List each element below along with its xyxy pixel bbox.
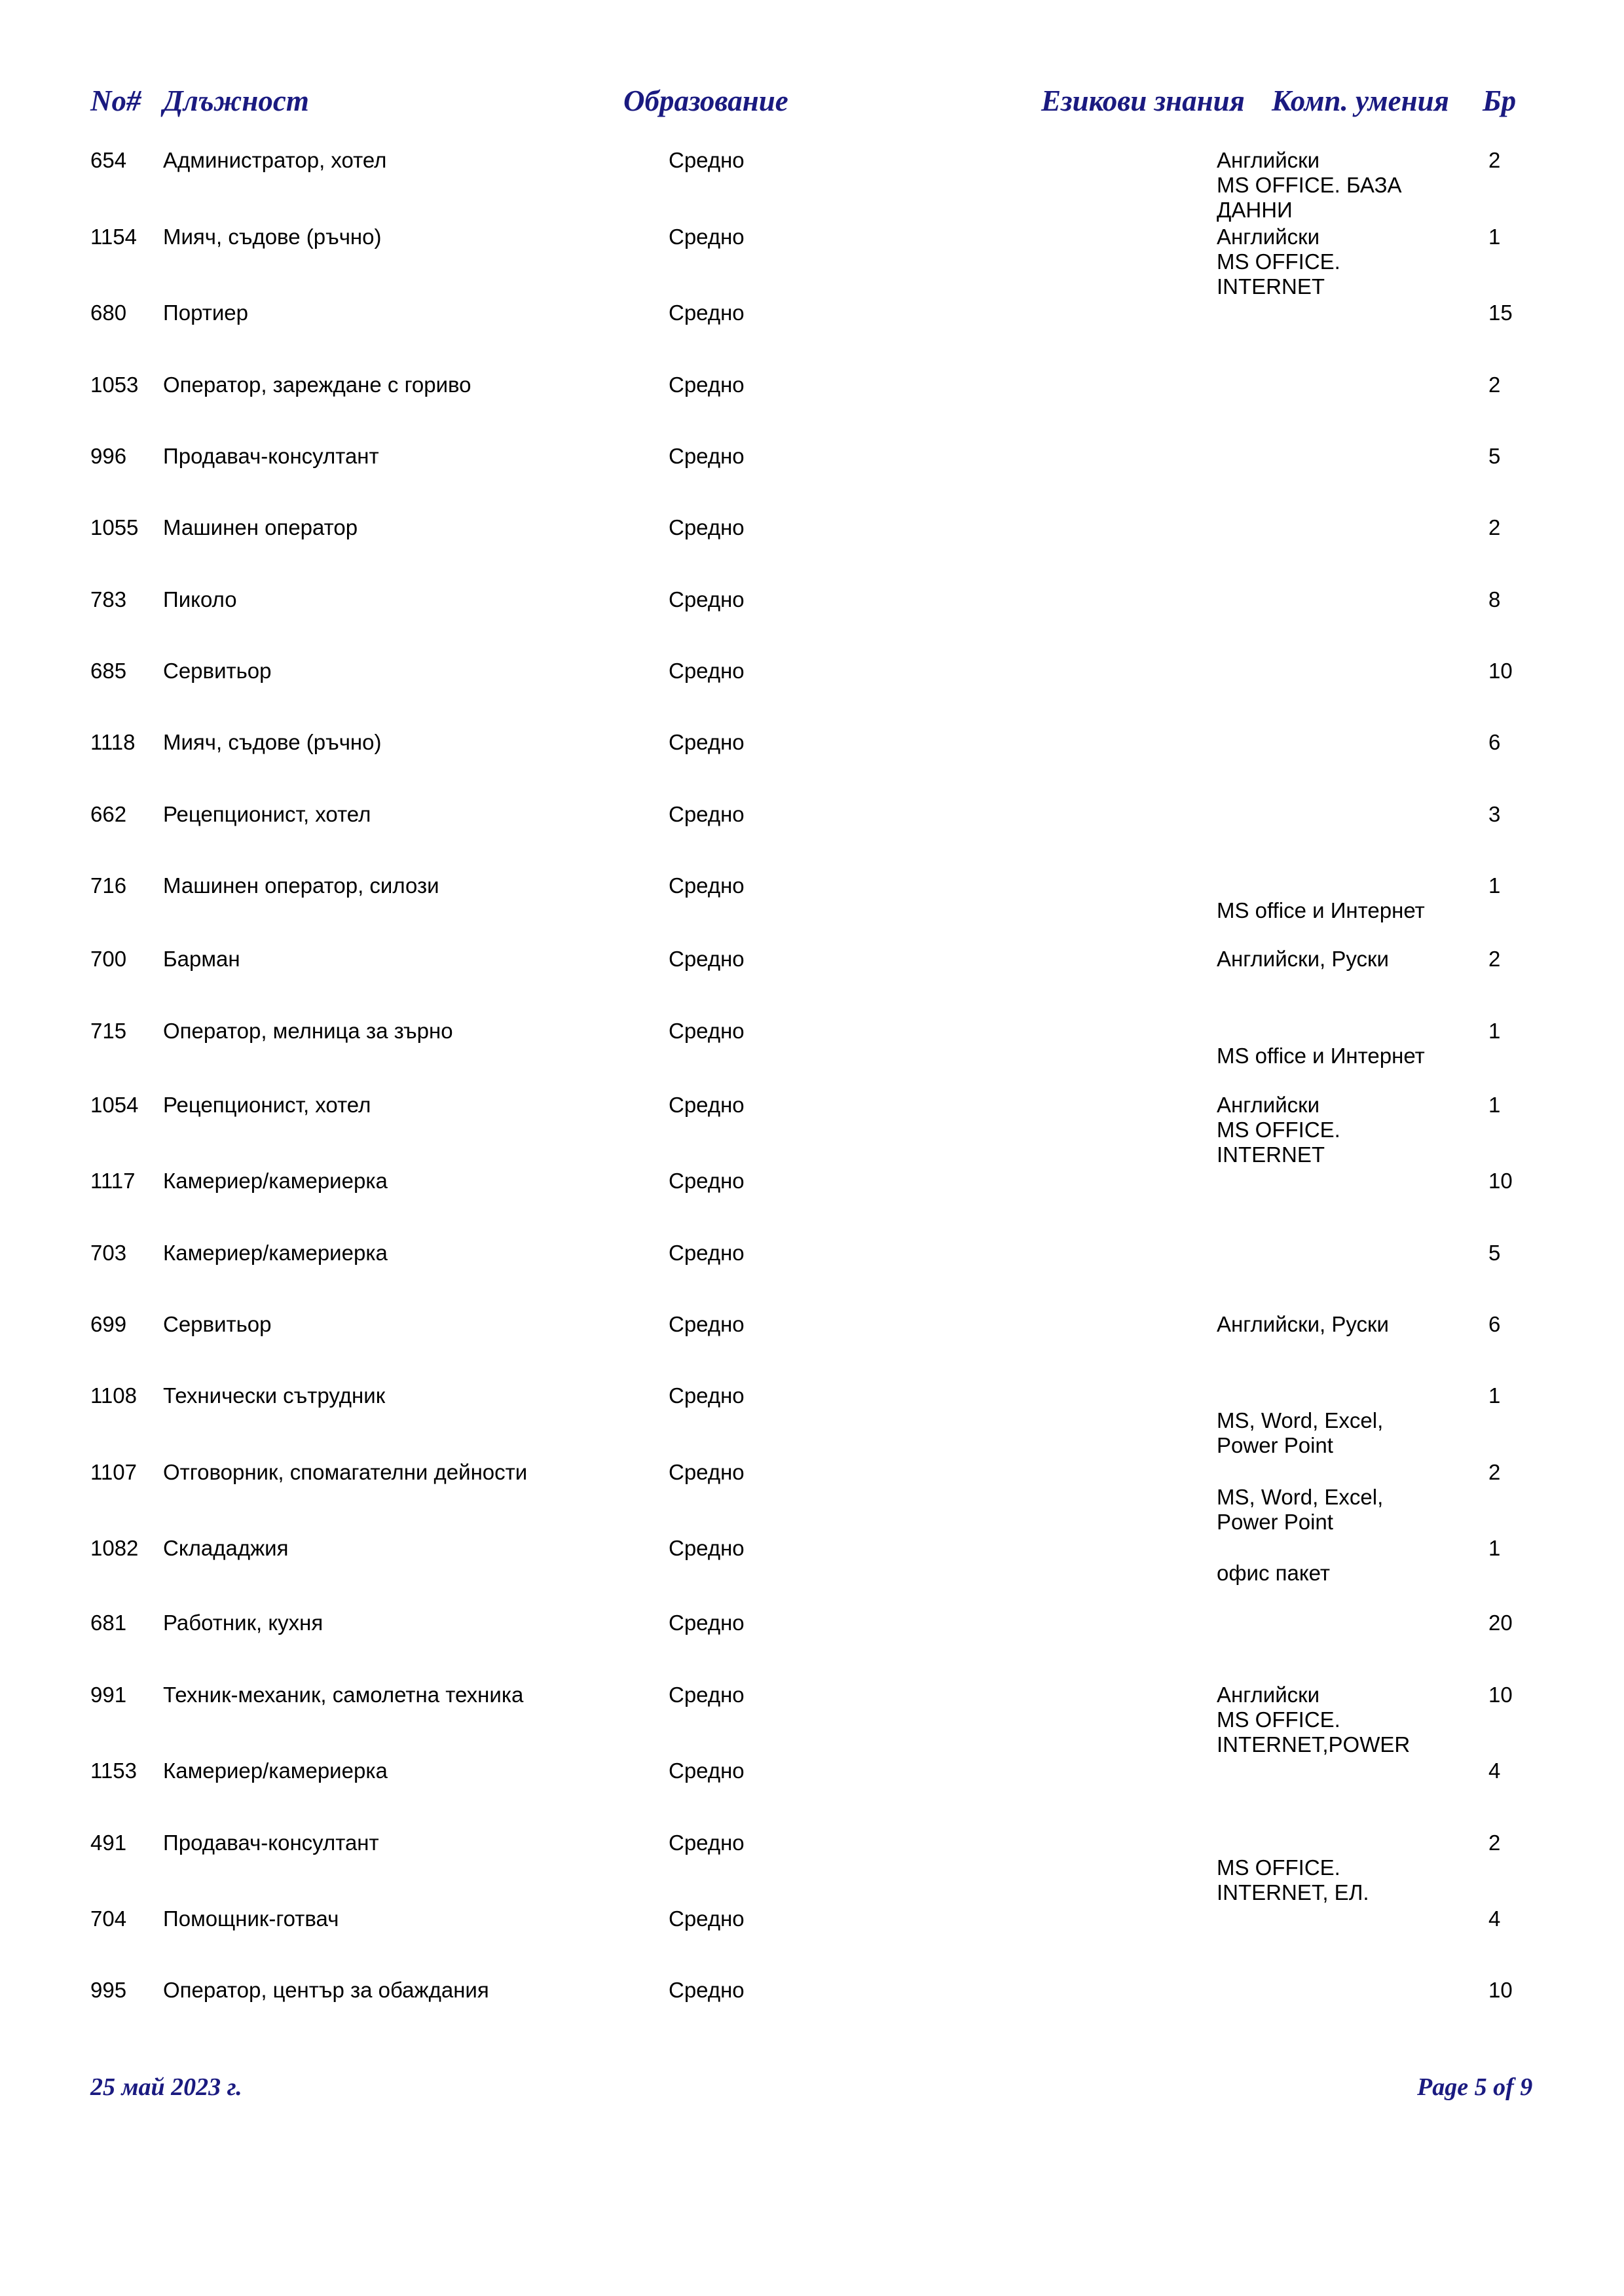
row-count: 1	[1488, 1019, 1501, 1043]
row-count: 15	[1488, 301, 1513, 325]
row-education: Средно	[669, 148, 745, 172]
row-education: Средно	[669, 301, 745, 325]
row-position: Склададжия	[163, 1536, 289, 1560]
row-languages: Английски, Руски	[1217, 1312, 1389, 1336]
row-count: 2	[1488, 148, 1501, 172]
row-number: 995	[90, 1978, 127, 2002]
row-count: 1	[1488, 225, 1501, 249]
row-computer-skills: MS office и Интернет	[1217, 1044, 1425, 1068]
row-education: Средно	[669, 1460, 745, 1484]
row-number: 685	[90, 659, 127, 683]
row-count: 5	[1488, 444, 1501, 468]
row-number: 699	[90, 1312, 127, 1336]
row-education: Средно	[669, 802, 745, 826]
row-position: Камериер/камериерка	[163, 1169, 388, 1193]
header-computer-skills: Комп. умения	[1272, 84, 1449, 117]
table-row	[0, 802, 1624, 826]
row-position: Оператор, център за обаждания	[163, 1978, 489, 2002]
row-count: 1	[1488, 1536, 1501, 1560]
row-education: Средно	[669, 1383, 745, 1408]
row-number: 715	[90, 1019, 127, 1043]
row-number: 996	[90, 444, 127, 468]
row-number: 700	[90, 947, 127, 971]
row-position: Рецепционист, хотел	[163, 1093, 371, 1117]
row-number: 783	[90, 587, 127, 611]
row-position: Технически сътрудник	[163, 1383, 386, 1408]
row-computer-skills: MS OFFICE.	[1217, 1118, 1340, 1142]
row-education: Средно	[669, 373, 745, 397]
row-education: Средно	[669, 1683, 745, 1707]
row-languages: Английски	[1217, 1093, 1320, 1117]
row-computer-skills: MS OFFICE.	[1217, 1855, 1340, 1880]
row-position: Продавач-консултант	[163, 1831, 379, 1855]
row-education: Средно	[669, 873, 745, 898]
row-position: Сервитьор	[163, 659, 272, 683]
row-position: Продавач-консултант	[163, 444, 379, 468]
row-number: 681	[90, 1611, 127, 1635]
row-position: Машинен оператор	[163, 515, 358, 539]
row-number: 1108	[90, 1383, 137, 1408]
row-count: 10	[1488, 1978, 1513, 2002]
table-row	[0, 1906, 1624, 1931]
table-row	[0, 730, 1624, 754]
row-position: Техник-механик, самолетна техника	[163, 1683, 524, 1707]
row-number: 1107	[90, 1460, 137, 1484]
row-number: 491	[90, 1831, 127, 1855]
row-education: Средно	[669, 730, 745, 754]
row-education: Средно	[669, 1169, 745, 1193]
row-computer-skills: INTERNET, ЕЛ.	[1217, 1880, 1369, 1904]
row-count: 1	[1488, 1383, 1501, 1408]
row-number: 703	[90, 1241, 127, 1265]
row-languages: Английски	[1217, 148, 1320, 172]
row-position: Камериер/камериерка	[163, 1241, 388, 1265]
row-education: Средно	[669, 947, 745, 971]
row-position: Отговорник, спомагателни дейности	[163, 1460, 528, 1484]
row-number: 1118	[90, 730, 136, 754]
row-count: 20	[1488, 1611, 1513, 1635]
row-education: Средно	[669, 587, 745, 611]
row-computer-skills: офис пакет	[1217, 1561, 1331, 1585]
row-number: 716	[90, 873, 127, 898]
row-position: Сервитьор	[163, 1312, 272, 1336]
row-count: 2	[1488, 515, 1501, 539]
header-position: Длъжност	[163, 84, 309, 117]
row-computer-skills: INTERNET,POWER	[1217, 1732, 1411, 1757]
row-computer-skills: Power Point	[1217, 1510, 1333, 1534]
row-education: Средно	[669, 1241, 745, 1265]
row-count: 2	[1488, 1460, 1501, 1484]
row-count: 2	[1488, 373, 1501, 397]
row-number: 1082	[90, 1536, 139, 1560]
row-education: Средно	[669, 1906, 745, 1931]
row-languages: Английски, Руски	[1217, 947, 1389, 971]
row-computer-skills: MS OFFICE. БАЗА	[1217, 173, 1402, 197]
row-computer-skills: MS, Word, Excel,	[1217, 1485, 1384, 1509]
table-row	[0, 873, 1624, 922]
header-count: Бр	[1483, 84, 1517, 117]
row-count: 10	[1488, 1169, 1513, 1193]
row-education: Средно	[669, 1831, 745, 1855]
row-computer-skills: MS OFFICE.	[1217, 1707, 1340, 1732]
row-count: 3	[1488, 802, 1501, 826]
table-row	[0, 1312, 1624, 1336]
row-number: 991	[90, 1683, 127, 1707]
row-education: Средно	[669, 515, 745, 539]
header-education: Образование	[623, 84, 788, 117]
table-row	[0, 148, 1624, 222]
row-education: Средно	[669, 1312, 745, 1336]
row-number: 680	[90, 301, 127, 325]
row-position: Мияч, съдове (ръчно)	[163, 225, 382, 249]
row-count: 6	[1488, 730, 1501, 754]
row-count: 4	[1488, 1758, 1501, 1783]
table-row	[0, 1460, 1624, 1534]
row-education: Средно	[669, 659, 745, 683]
row-number: 1054	[90, 1093, 139, 1117]
row-number: 662	[90, 802, 127, 826]
row-number: 1117	[90, 1169, 136, 1193]
row-position: Машинен оператор, силози	[163, 873, 439, 898]
table-row	[0, 587, 1624, 611]
row-education: Средно	[669, 1536, 745, 1560]
row-computer-skills: MS OFFICE.	[1217, 249, 1340, 274]
row-count: 6	[1488, 1312, 1501, 1336]
row-computer-skills: Power Point	[1217, 1433, 1333, 1457]
row-education: Средно	[669, 1093, 745, 1117]
row-position: Камериер/камериерка	[163, 1758, 388, 1783]
row-position: Портиер	[163, 301, 248, 325]
row-number: 1153	[90, 1758, 137, 1783]
row-computer-skills: MS, Word, Excel,	[1217, 1408, 1384, 1432]
row-number: 1053	[90, 373, 139, 397]
row-count: 10	[1488, 659, 1513, 683]
row-position: Работник, кухня	[163, 1611, 323, 1635]
row-position: Мияч, съдове (ръчно)	[163, 730, 382, 754]
row-count: 4	[1488, 1906, 1501, 1931]
header-languages: Езикови знания	[1041, 84, 1245, 117]
row-languages: Английски	[1217, 225, 1320, 249]
table-row	[0, 1758, 1624, 1783]
row-computer-skills: INTERNET	[1217, 274, 1325, 299]
header-no: No#	[90, 84, 141, 117]
table-row	[0, 515, 1624, 539]
row-languages: Английски	[1217, 1683, 1320, 1707]
row-count: 5	[1488, 1241, 1501, 1265]
footer-page-number: Page 5 of 9	[1417, 2073, 1533, 2101]
row-position: Администратор, хотел	[163, 148, 387, 172]
row-education: Средно	[669, 1758, 745, 1783]
row-number: 1055	[90, 515, 139, 539]
row-position: Пиколо	[163, 587, 237, 611]
row-count: 10	[1488, 1683, 1513, 1707]
row-count: 2	[1488, 1831, 1501, 1855]
row-position: Рецепционист, хотел	[163, 802, 371, 826]
row-education: Средно	[669, 1978, 745, 2002]
row-position: Барман	[163, 947, 240, 971]
row-computer-skills: ДАННИ	[1217, 198, 1293, 222]
table-row	[0, 1383, 1624, 1457]
row-position: Помощник-готвач	[163, 1906, 339, 1931]
row-number: 1154	[90, 225, 137, 249]
row-count: 1	[1488, 1093, 1501, 1117]
table-row	[0, 444, 1624, 468]
row-count: 2	[1488, 947, 1501, 971]
row-computer-skills: MS office и Интернет	[1217, 898, 1425, 922]
row-education: Средно	[669, 1019, 745, 1043]
table-row	[0, 1536, 1624, 1585]
row-education: Средно	[669, 225, 745, 249]
row-count: 1	[1488, 873, 1501, 898]
row-count: 8	[1488, 587, 1501, 611]
row-education: Средно	[669, 444, 745, 468]
row-position: Оператор, мелница за зърно	[163, 1019, 453, 1043]
row-computer-skills: INTERNET	[1217, 1142, 1325, 1167]
row-position: Оператор, зареждане с гориво	[163, 373, 471, 397]
row-education: Средно	[669, 1611, 745, 1635]
row-number: 704	[90, 1906, 127, 1931]
row-number: 654	[90, 148, 127, 172]
footer-date: 25 май 2023 г.	[90, 2073, 242, 2101]
